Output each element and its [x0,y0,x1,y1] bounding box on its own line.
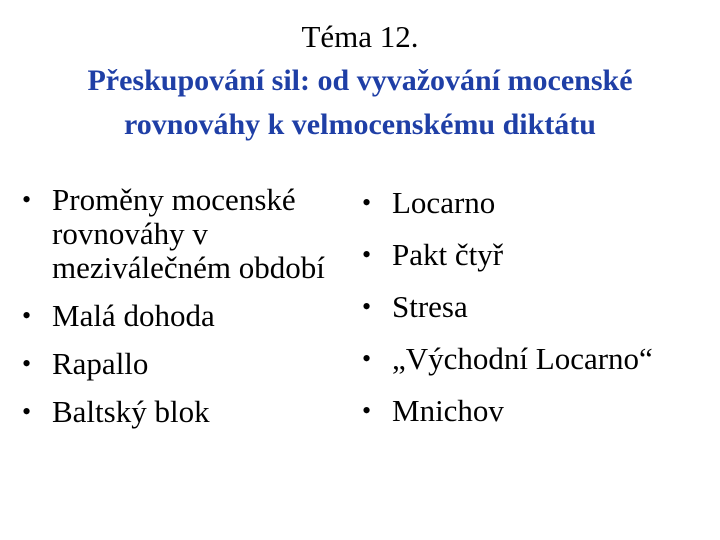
list-item [22,299,352,333]
list-item [362,337,718,381]
list-item-text: Malá dohoda [52,298,215,333]
list-item-text: Baltský blok [52,394,210,429]
right-bullet-list [362,181,718,441]
list-item [362,389,718,433]
list-item-text: Pakt čtyř [392,237,504,272]
bullet-icon: • [22,397,32,426]
bullet-icon: • [22,301,32,330]
list-item-text: Rapallo [52,346,149,381]
bullet-icon: • [362,292,372,321]
bullet-icon: • [362,344,372,373]
list-item [22,183,352,285]
list-item-text: Mnichov [392,393,504,428]
list-item [22,395,352,429]
list-item-text: „Východní Locarno“ [392,341,653,376]
list-item [362,181,718,225]
slide-title-line-1: Přeskupování sil: od vyvažování mocenské [87,64,633,97]
list-item [22,347,352,381]
list-item [362,285,718,329]
bullet-icon: • [22,185,32,214]
left-bullet-list [22,183,352,429]
bullet-icon: • [22,349,32,378]
topic-heading: Téma 12. [301,19,419,54]
list-item-text: Locarno [392,185,496,220]
bullet-icon: • [362,396,372,425]
bullet-icon: • [362,240,372,269]
list-item-text: Stresa [392,289,468,324]
list-item-text: Proměny mocenské rovnováhy v meziválečném období [52,182,325,285]
list-item [362,233,718,277]
slide-title-line-2: rovnováhy k velmocenskému diktátu [123,108,596,141]
bullet-icon: • [362,188,372,217]
